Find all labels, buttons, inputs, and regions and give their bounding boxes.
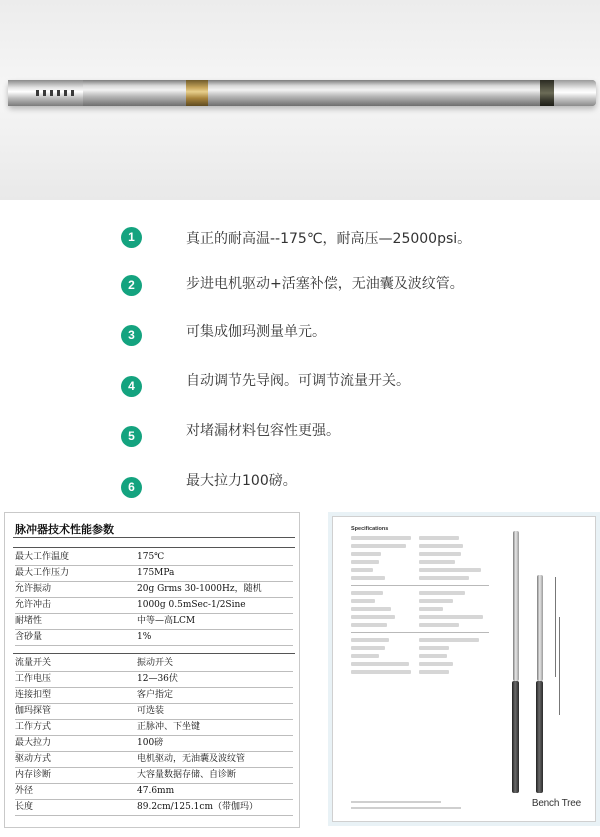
spec-row xyxy=(15,768,293,784)
product-photo xyxy=(0,0,600,200)
feature-item xyxy=(0,373,600,399)
feature-text: 最大拉力100磅。 xyxy=(186,473,297,489)
spec-value: 大容量数据存储、自诊断 xyxy=(137,770,237,780)
bench-tree-logo: Bench Tree xyxy=(531,798,581,809)
text-line xyxy=(351,591,383,595)
spec-value: 客户指定 xyxy=(137,690,174,700)
pulser-tube-image xyxy=(8,80,596,106)
text-line xyxy=(419,552,461,556)
spec-row xyxy=(15,800,293,816)
brochure-card xyxy=(332,516,596,822)
spec-key: 最大工作温度 xyxy=(15,552,70,562)
text-line xyxy=(351,623,387,627)
feature-text: 步进电机驱动+活塞补偿，无油囊及波纹管。 xyxy=(186,276,464,292)
number-badge: 3 xyxy=(121,325,142,346)
spec-value: 12—36伏 xyxy=(137,674,178,684)
dimension-line xyxy=(559,617,560,715)
text-line xyxy=(419,536,459,540)
spec-row xyxy=(15,656,293,672)
spec-key: 外径 xyxy=(15,786,34,796)
text-line xyxy=(351,568,373,572)
spec-value: 47.6mm xyxy=(137,786,175,796)
tool-drawing-long xyxy=(513,531,519,681)
feature-text: 可集成伽玛测量单元。 xyxy=(186,324,326,340)
spec-key: 耐堵性 xyxy=(15,616,43,626)
text-line xyxy=(419,646,449,650)
footer-text xyxy=(351,807,461,809)
text-line xyxy=(419,576,469,580)
text-line xyxy=(419,670,449,674)
spec-key: 含砂量 xyxy=(15,632,43,642)
spec-value: 1% xyxy=(137,632,152,642)
text-line xyxy=(419,638,479,642)
spec-value: 可选装 xyxy=(137,706,165,716)
text-line xyxy=(351,670,411,674)
spec-key: 最大拉力 xyxy=(15,738,52,748)
number-badge: 6 xyxy=(121,477,142,498)
tube-brass-band xyxy=(186,80,208,106)
spec-group-operation xyxy=(15,656,293,816)
spec-value: 89.2cm/125.1cm（带伽玛） xyxy=(137,802,258,812)
text-line xyxy=(351,638,389,642)
spec-row xyxy=(15,720,293,736)
spec-value: 100磅 xyxy=(137,738,164,748)
spec-value: 1000g 0.5mSec-1/2Sine xyxy=(137,600,246,610)
text-line xyxy=(419,615,483,619)
spec-value: 175MPa xyxy=(137,568,175,578)
text-line xyxy=(351,576,385,580)
tube-dark-band xyxy=(540,80,554,106)
text-line xyxy=(351,544,406,548)
spec-value: 175℃ xyxy=(137,552,165,562)
text-line xyxy=(419,591,465,595)
spec-row xyxy=(15,784,293,800)
spec-key: 内存诊断 xyxy=(15,770,52,780)
text-line xyxy=(351,607,391,611)
divider xyxy=(351,632,489,633)
divider xyxy=(13,537,295,538)
text-line xyxy=(351,646,385,650)
text-line xyxy=(419,654,447,658)
spec-key: 伽玛探管 xyxy=(15,706,52,716)
spec-key: 允许振动 xyxy=(15,584,52,594)
divider xyxy=(351,585,489,586)
feature-item xyxy=(0,474,600,500)
text-line xyxy=(419,607,443,611)
text-line xyxy=(351,599,375,603)
number-badge: 5 xyxy=(121,426,142,447)
spec-group-environment xyxy=(15,550,293,646)
tool-drawing-short xyxy=(537,575,543,681)
feature-text: 真正的耐高温--175℃，耐高压—25000psi。 xyxy=(186,231,472,247)
feature-list xyxy=(0,200,600,505)
feature-text: 对堵漏材料包容性更强。 xyxy=(186,423,340,439)
text-line xyxy=(419,560,455,564)
spec-row xyxy=(15,550,293,566)
spec-row xyxy=(15,688,293,704)
tube-end xyxy=(554,80,596,106)
tool-drawing-short-lower xyxy=(536,681,543,793)
text-line xyxy=(419,568,481,572)
dimension-line xyxy=(555,577,556,677)
tool-drawing-long-lower xyxy=(512,681,519,793)
spec-key: 长度 xyxy=(15,802,34,812)
text-line xyxy=(351,536,411,540)
spec-value: 中等—高LCM xyxy=(137,616,196,626)
spec-row xyxy=(15,630,293,646)
feature-text: 自动调节先导阀。可调节流量开关。 xyxy=(186,373,410,389)
spec-key: 流量开关 xyxy=(15,658,52,668)
feature-item xyxy=(0,322,600,348)
spec-row xyxy=(15,614,293,630)
spec-row xyxy=(15,582,293,598)
text-line xyxy=(419,623,459,627)
spec-table-title: 脉冲器技术性能参数 xyxy=(15,523,114,536)
spec-key: 驱动方式 xyxy=(15,754,52,764)
spec-key: 工作电压 xyxy=(15,674,52,684)
spec-row xyxy=(15,704,293,720)
spec-row xyxy=(15,752,293,768)
spec-value: 电机驱动，无油囊及波纹管 xyxy=(137,754,246,764)
brochure-title: Specifications xyxy=(351,526,389,532)
number-badge: 4 xyxy=(121,376,142,397)
spec-table-card xyxy=(4,512,300,828)
text-line xyxy=(351,654,379,658)
number-badge: 2 xyxy=(121,275,142,296)
spec-value: 正脉冲、下坐键 xyxy=(137,722,201,732)
feature-item xyxy=(0,224,600,250)
spec-row xyxy=(15,736,293,752)
footer-text xyxy=(351,801,441,803)
text-line xyxy=(351,662,409,666)
spec-key: 允许冲击 xyxy=(15,600,52,610)
text-line xyxy=(419,662,453,666)
number-badge: 1 xyxy=(121,227,142,248)
divider xyxy=(13,547,295,548)
spec-row xyxy=(15,672,293,688)
tube-holes xyxy=(36,90,76,96)
spec-row xyxy=(15,566,293,582)
text-line xyxy=(351,552,381,556)
text-line xyxy=(419,544,463,548)
spec-value: 振动开关 xyxy=(137,658,174,668)
text-line xyxy=(351,615,395,619)
spec-value: 20g Grms 30-1000Hz，随机 xyxy=(137,584,262,594)
text-line xyxy=(419,599,453,603)
spec-key: 最大工作压力 xyxy=(15,568,70,578)
spec-key: 连接扣型 xyxy=(15,690,52,700)
text-line xyxy=(351,560,379,564)
feature-item xyxy=(0,272,600,298)
spec-row xyxy=(15,598,293,614)
divider xyxy=(13,653,295,654)
feature-item xyxy=(0,423,600,449)
spec-key: 工作方式 xyxy=(15,722,52,732)
